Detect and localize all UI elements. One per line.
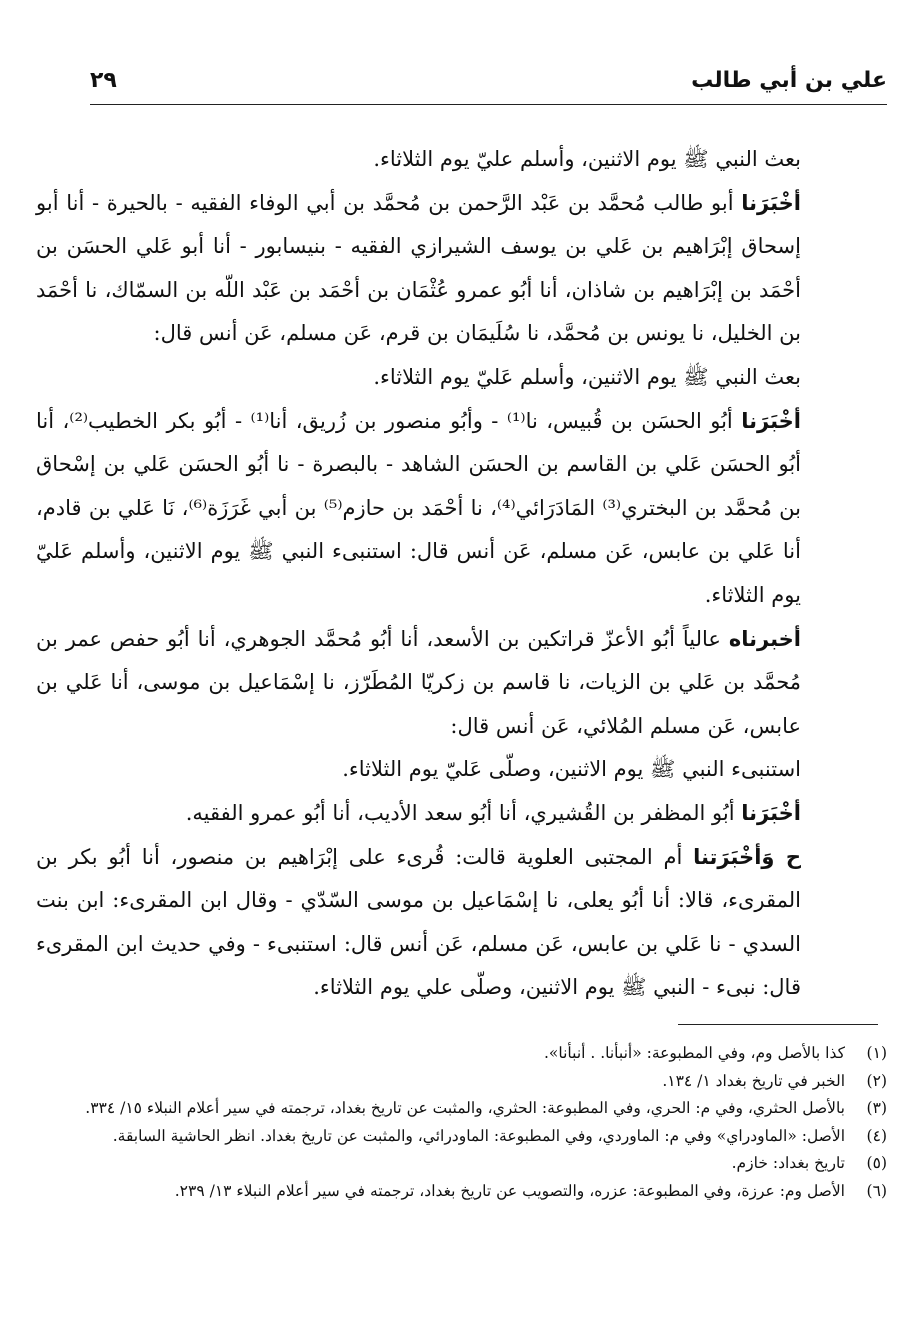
paragraph [36,356,887,400]
footnote-divider [678,1024,878,1025]
paragraph-lead: أخْبَرَنا [741,800,801,825]
footnote-number: (٣) [866,1099,887,1117]
footnote-text: الأصل وم: عرزة، وفي المطبوعة: عزره، والتصويب عن تاريخ بغداد، ترجمته في سير أعلام النبلاء ١٣/ ٢٣٩. [174,1181,845,1200]
footnote [60,1095,887,1123]
page-number: ٢٩ [90,68,117,93]
footnote [60,1178,887,1206]
paragraph [36,182,887,356]
footnote-number: (١) [866,1044,887,1062]
footnote-text: بالأصل الحثري، وفي م: الحري، وفي المطبوعة: الحثري، والمثبت عن تاريخ بغداد، ترجمته في سير أعلام النبلاء ١٥/ ٣٣٤. [85,1099,845,1117]
running-title: علي بن أبي طالب [691,68,887,93]
main-text [36,138,887,1010]
paragraph [36,618,887,749]
paragraph-lead: ح وَأخْبَرَتنا [693,844,801,869]
paragraph-lead: أخْبَرَنا [741,408,801,433]
footnote [60,1040,887,1068]
paragraph-text: استنبىء النبي ﷺ يوم الاثنين، وصلّى عَليّ يوم الثلاثاء. [342,757,801,782]
paragraph-lead: أخْبَرَنا [741,190,801,215]
paragraph-text: بعث النبي ﷺ يوم الاثنين، وأسلم عليّ يوم الثلاثاء. [373,147,801,171]
footnote [60,1150,887,1178]
footnote-number: (٥) [866,1154,887,1172]
paragraph-text: أم المجتبى العلوية قالت: قُرىء على إبْرَاهيم بن منصور، أنا أبُو بكر بن المقرىء، قالا: أنا أبُو يعلى، نا إسْمَاعيل بن موسى السّدّي - وقال ابن المقرىء: ابن بنت السدي - نا عَلي بن عابس، عَن مسلم، عَن أنس قال: استنبىء - وفي حديث ابن المقرىء قال: نبىء - النبي ﷺ يوم الاثنين، وصلّى علي يوم الثلاثاء. [36,844,801,1000]
paragraph [36,836,887,1010]
footnote-text: تاريخ بغداد: خازم. [731,1154,845,1172]
running-header [90,64,887,105]
paragraph-text: بعث النبي ﷺ يوم الاثنين، وأسلم عَليّ يوم الثلاثاء. [373,364,801,389]
footnote-text: الخبر في تاريخ بغداد ١/ ١٣٤. [662,1071,845,1090]
footnote-number: (٤) [866,1126,887,1145]
paragraph-lead: أخبرناه [728,626,801,651]
paragraph-text: أبو طالب مُحمَّد بن عَبْد الرَّحمن بن مُحمَّد بن أبي الوفاء الفقيه - بالحيرة - أنا أبو إسحاق إبْرَاهيم بن عَلي بن يوسف الشيرازي الفقيه - بنيسابور - أنا أبو عَلي الحسَن بن أحْمَد بن إبْرَاهيم بن شاذان، أنا أبُو عمرو عُثْمَان بن أحْمَد بن عَبْد اللّه بن السمّاك، نا أحْمَد بن الخليل، نا يونس بن مُحمَّد، نا سُلَيمَان بن قرم، عَن مسلم، عَن أنس قال: [36,190,801,346]
paragraph [36,748,887,792]
footnote-number: (٢) [866,1071,887,1090]
paragraph-text: أبُو الحسَن بن قُبيس، نا⁽¹⁾ - وأبُو منصور بن زُريق، أنا⁽¹⁾ - أبُو بكر الخطيب⁽²⁾، أنا أبُو الحسَن عَلي بن القاسم بن الحسَن الشاهد - بالبصرة - نا أبُو الحسَن عَلي بن إسْحاق بن مُحمَّد بن البختري⁽³⁾ المَادَرَائي⁽⁴⁾، نا أحْمَد بن حازم⁽⁵⁾ بن أبي غَرَزَة⁽⁶⁾، نَا عَلي بن قادم، أنا عَلي بن عابس، عَن مسلم، عَن أنس قال: استنبىء النبي ﷺ يوم الاثنين، وأسلم عَليّ يوم الثلاثاء. [36,408,801,607]
footnote-text: الأصل: «الماودراي» وفي م: الماوردي، وفي المطبوعة: الماودرائي، والمثبت عن تاريخ بغداد. انظر الحاشية السابقة. [112,1126,845,1145]
footnote-text: كذا بالأصل وم، وفي المطبوعة: «أنبأنا. . أنبأنا». [543,1044,845,1062]
footnote [60,1068,887,1096]
paragraph-text: أبُو المظفر بن القُشيري، أنا أبُو سعد الأديب، أنا أبُو عمرو الفقيه. [185,800,735,825]
footnote [60,1123,887,1151]
footnotes [60,1040,887,1205]
paragraph [36,400,887,618]
footnote-number: (٦) [866,1181,887,1200]
paragraph-text: عالياً أبُو الأعزّ قراتكين بن الأسعد، أنا أبُو مُحمَّد الجوهري، أنا أبُو حفص عمر بن مُحمَّد بن عَلي بن الزيات، نا قاسم بن زكريّا المُطَرّز، نا إسْمَاعيل بن موسى، أنا عَلي بن عابس، عَن مسلم المُلائي، عَن أنس قال: [36,626,801,738]
paragraph [36,138,887,182]
paragraph [36,792,887,836]
